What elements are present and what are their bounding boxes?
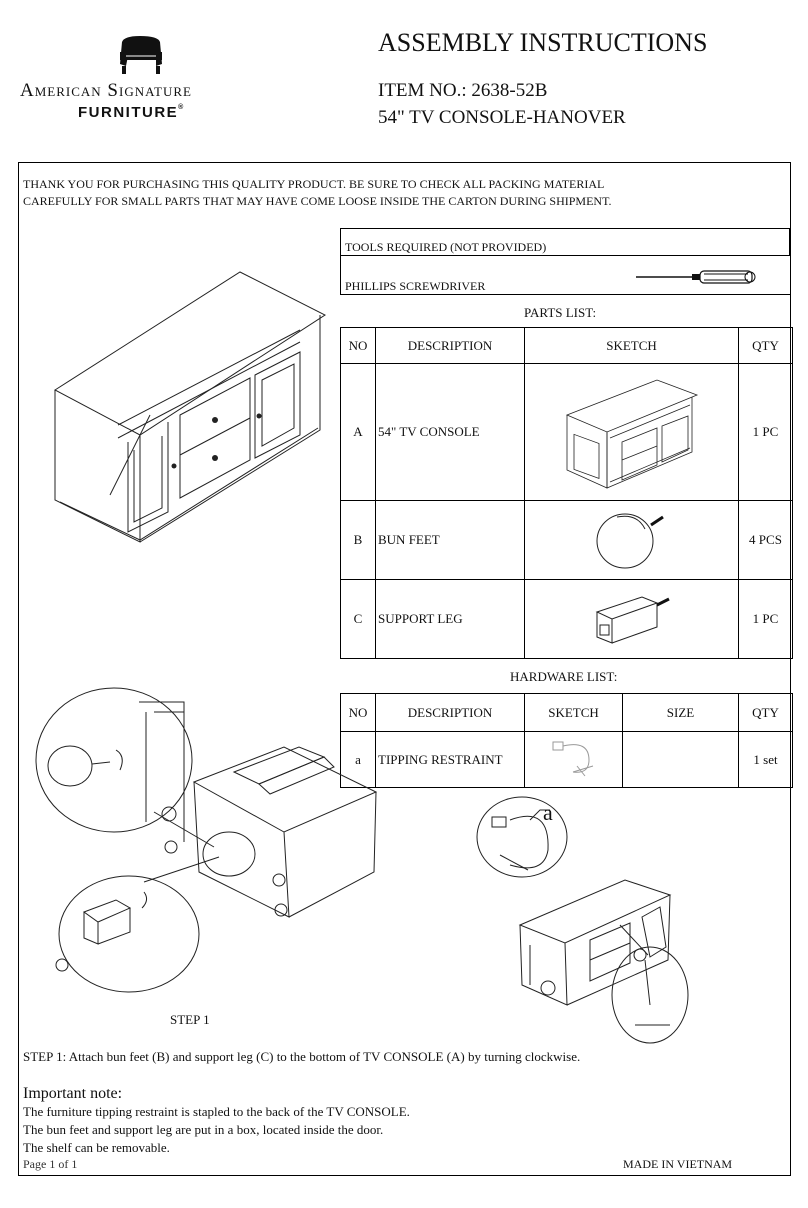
row-no: B (341, 501, 376, 580)
table-row (341, 732, 793, 788)
tools-table (340, 228, 790, 295)
col-sketch: SKETCH (525, 328, 739, 364)
step1-label: STEP 1 (170, 1012, 210, 1027)
col-size: SIZE (623, 694, 739, 732)
col-qty: QTY (739, 328, 793, 364)
col-qty: QTY (739, 694, 793, 732)
note-line: The bun feet and support leg are put in a box, located inside the door. (23, 1122, 384, 1137)
tv-console-sketch (525, 364, 739, 501)
note-heading: Important note: (23, 1085, 123, 1102)
row-no: C (341, 580, 376, 659)
hardware-table (340, 693, 793, 788)
item-number: ITEM NO.: 2638-52B (378, 80, 548, 101)
brand-name: American Signature (20, 80, 192, 101)
row-desc: TIPPING RESTRAINT (376, 732, 525, 788)
table-row (341, 364, 793, 501)
note-line: The shelf can be removable. (23, 1140, 170, 1155)
tools-item: PHILLIPS SCREWDRIVER (341, 256, 790, 295)
col-description: DESCRIPTION (376, 328, 525, 364)
row-qty: 1 set (739, 732, 793, 788)
tools-header: TOOLS REQUIRED (NOT PROVIDED) (341, 229, 790, 256)
brand-subname: FURNITURE® (78, 104, 185, 121)
row-desc: BUN FEET (376, 501, 525, 580)
origin-label: MADE IN VIETNAM (623, 1157, 733, 1171)
row-no: a (341, 732, 376, 788)
support-leg-sketch (525, 580, 739, 659)
page-number: Page 1 of 1 (23, 1157, 78, 1171)
callout-label: a (543, 800, 553, 825)
row-desc: SUPPORT LEG (376, 580, 525, 659)
row-size (623, 732, 739, 788)
table-row (341, 580, 793, 659)
col-description: DESCRIPTION (376, 694, 525, 732)
hardware-list-caption: HARDWARE LIST: (510, 669, 618, 684)
step1-illustration (34, 672, 394, 1002)
row-qty: 1 PC (739, 364, 793, 501)
product-name: 54" TV CONSOLE-HANOVER (378, 107, 626, 128)
parts-list-caption: PARTS LIST: (524, 305, 597, 320)
parts-table (340, 327, 793, 659)
intro-text: THANK YOU FOR PURCHASING THIS QUALITY PRODUCT. BE SURE TO CHECK ALL PACKING MATERIAL CAREFULLY FOR SMALL PARTS THAT MAY HAVE COME LOOSE INSIDE THE CARTON DURING SHIPMENT. (23, 177, 612, 208)
screwdriver-icon (636, 270, 760, 284)
chair-logo-icon (112, 34, 168, 76)
tipping-restraint-sketch (525, 732, 623, 788)
row-no: A (341, 364, 376, 501)
row-desc: 54" TV CONSOLE (376, 364, 525, 501)
row-qty: 4 PCS (739, 501, 793, 580)
bun-feet-sketch (525, 501, 739, 580)
note-line: The furniture tipping restraint is stapled to the back of the TV CONSOLE. (23, 1104, 410, 1119)
tv-console-illustration (50, 270, 330, 545)
col-sketch: SKETCH (525, 694, 623, 732)
row-qty: 1 PC (739, 580, 793, 659)
restraint-illustration (470, 795, 690, 1050)
col-no: NO (341, 694, 376, 732)
step1-text: STEP 1: Attach bun feet (B) and support leg (C) to the bottom of TV CONSOLE (A) by turning clockwise. (23, 1049, 581, 1064)
table-row (341, 501, 793, 580)
page-title: ASSEMBLY INSTRUCTIONS (378, 28, 708, 57)
col-no: NO (341, 328, 376, 364)
